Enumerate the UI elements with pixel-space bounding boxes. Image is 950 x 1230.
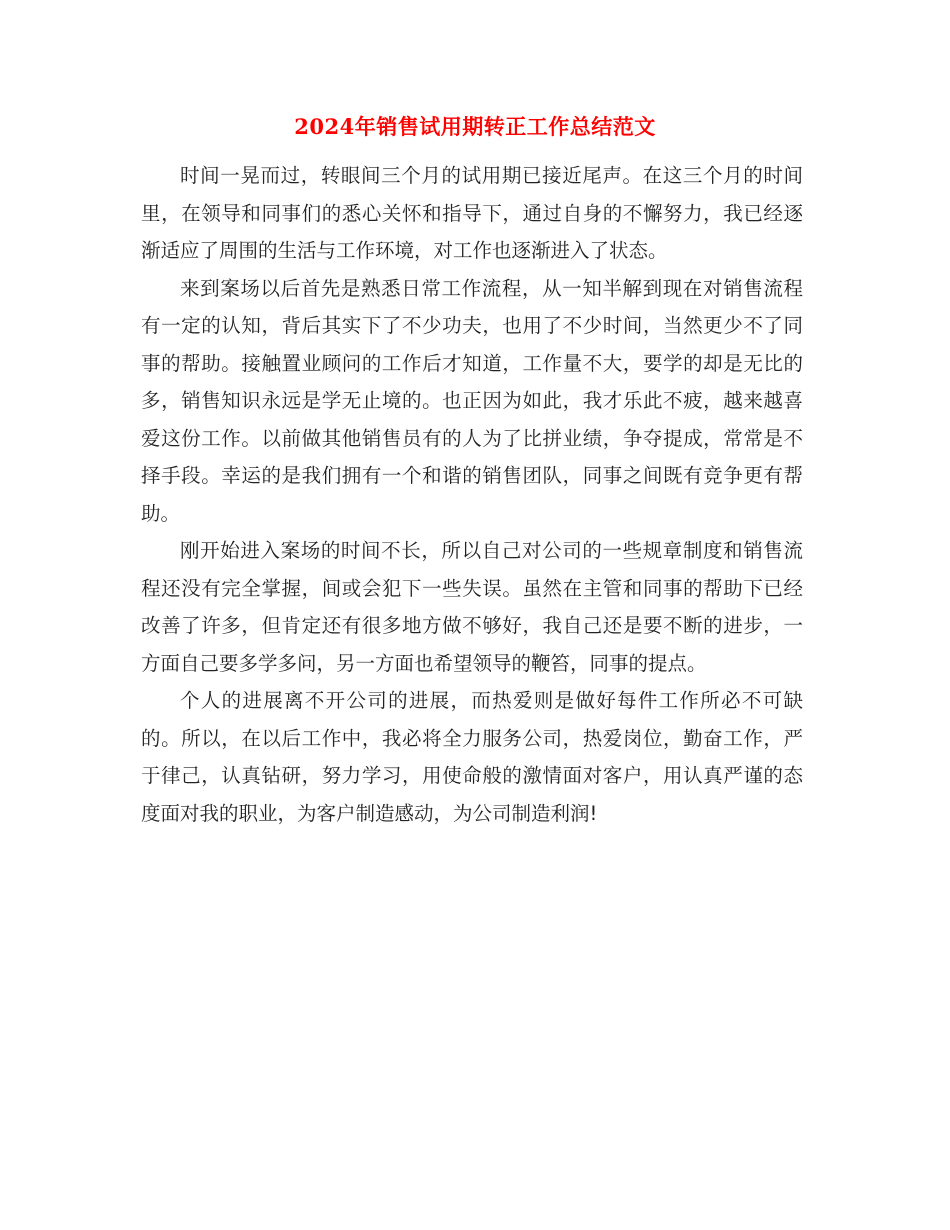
paragraph-3: 刚开始进入案场的时间不长，所以自己对公司的一些规章制度和销售流程还没有完全掌握，间或会犯下一些失误。虽然在主管和同事的帮助下已经改善了许多，但肯定还有很多地方做不够好，我自己还是要不断的进步，一方面自己要多学多问，另一方面也希望领导的鞭笞，同事的提点。 [141,539,803,675]
paragraph-2: 来到案场以后首先是熟悉日常工作流程，从一知半解到现在对销售流程有一定的认知，背后其实下了不少功夫，也用了不少时间，当然更少不了同事的帮助。接触置业顾问的工作后才知道，工作量不大，要学的却是无比的多，销售知识永远是学无止境的。也正因为如此，我才乐此不疲，越来越喜爱这份工作。以前做其他销售员有的人为了比拼业绩，争夺提成，常常是不择手段。幸运的是我们拥有一个和谐的销售团队，同事之间既有竞争更有帮助。 [141,276,803,525]
document-title: 2024年销售试用期转正工作总结范文 [294,114,656,139]
paragraph-4: 个人的进展离不开公司的进展，而热爱则是做好每件工作所必不可缺的。所以，在以后工作中，我必将全力服务公司，热爱岗位，勤奋工作，严于律己，认真钻研，努力学习，用使命般的激情面对客户，用认真严谨的态度面对我的职业，为客户制造感动，为公司制造利润! [141,689,803,825]
paragraph-1: 时间一晃而过，转眼间三个月的试用期已接近尾声。在这三个月的时间里，在领导和同事们的悉心关怀和指导下，通过自身的不懈努力，我已经逐渐适应了周围的生活与工作环境，对工作也逐渐进入了状态。 [141,164,803,262]
document-body [141,157,803,832]
